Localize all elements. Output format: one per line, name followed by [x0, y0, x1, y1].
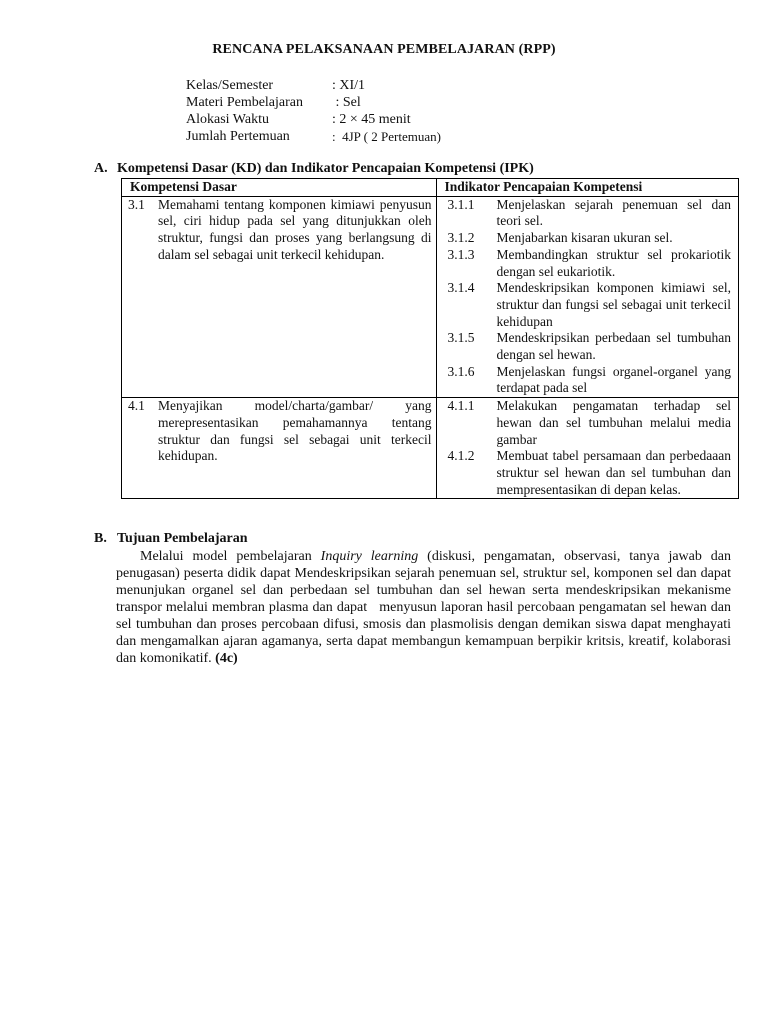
ipk-text: Melakukan pengamatan terhadap sel hewan dan sel tumbuhan melalui media gambar: [496, 398, 731, 447]
section-b-letter: B.: [94, 531, 107, 546]
meta-value-alokasi: : 2 × 45 menit: [332, 112, 411, 127]
section-a-letter: A.: [94, 161, 108, 176]
meta-label-kelas: Kelas/Semester: [186, 78, 274, 93]
learning-objective-paragraph: [116, 548, 735, 667]
meta-label-pertemuan: Jumlah Pertemuan: [186, 129, 290, 144]
section-b-heading: [94, 531, 248, 547]
ipk-text: Membandingkan struktur sel prokariotik dengan sel eukariotik.: [496, 246, 731, 279]
ipk-number: 4.1.2: [447, 448, 475, 464]
ipk-text: Mendeskripsikan komponen kimiawi sel, struktur dan fungsi sel sebagai unit terkecil kehidupan: [496, 280, 731, 329]
table-row: [122, 196, 739, 397]
objective-tag: (4c): [215, 651, 238, 666]
kd-item: [122, 398, 436, 465]
ipk-item: [437, 448, 738, 498]
ipk-number: 4.1.1: [447, 398, 475, 414]
kd-text: Memahami tentang komponen kimiawi penyusun sel, ciri hidup pada sel yang ditunjukkan oleh struktur, fungsi dan proses yang berlangsung di dalam sel sebagai unit terkecil kehidupan.: [158, 196, 432, 262]
ipk-number: 3.1.2: [447, 230, 475, 246]
kd-number: 4.1: [128, 398, 145, 414]
ipk-text: Mendeskripsikan perbedaan sel tumbuhan dengan sel hewan.: [496, 330, 731, 363]
meta-value-materi: : Sel: [332, 95, 361, 110]
objective-text-body: (diskusi, pengamatan, observasi, tanya jawab dan penugasan) peserta didik dapat Mendeskripsikan sejarah penemuan sel, struktur sel, komponen sel dan dapat menunjukan organel sel dan perbedaan sel tumbuhan dan sel hewan serta mendeskripsikan mekanisme transpor melalui membran plasma dan dapat menyusun laporan hasil percobaan pengamatan sel hewan dan sel tumbuhan dan proses percobaan difusi, smosis dan plasmolisis dengan demikan siswa dapat menghayati dan mengamalkan ajaran agamanya, serta dapat membangun kemampuan berpikir kritsis, kreatif, kolaborasi dan komonikatif.: [116, 549, 735, 666]
ipk-number: 3.1.6: [447, 363, 475, 379]
ipk-item: [437, 197, 738, 230]
ipk-number: 3.1.3: [447, 246, 475, 262]
ipk-item: [437, 280, 738, 330]
ipk-item: [437, 398, 738, 448]
kd-number: 3.1: [128, 196, 145, 212]
kd-cell: [122, 196, 437, 397]
ipk-item: [437, 247, 738, 280]
section-b-title: Tujuan Pembelajaran: [117, 531, 248, 546]
meta-label-materi: Materi Pembelajaran: [186, 95, 304, 110]
ipk-number: 3.1.5: [447, 330, 475, 346]
ipk-text: Menjelaskan fungsi organel-organel yang terdapat pada sel: [496, 363, 731, 396]
ipk-item: [437, 364, 738, 397]
document-title: RENCANA PELAKSANAAN PEMBELAJARAN (RPP): [212, 42, 556, 57]
ipk-number: 3.1.1: [447, 196, 475, 212]
column-header-ipk: Indikator Pencapaian Kompetensi: [437, 179, 739, 197]
section-a-heading: [94, 161, 534, 177]
meta-row-alokasi: [186, 111, 441, 128]
rpp-identity-block: [186, 77, 441, 145]
column-header-kd: Kompetensi Dasar: [122, 179, 437, 197]
table-header-row: [122, 179, 739, 197]
section-a-title: Kompetensi Dasar (KD) dan Indikator Pencapaian Kompetensi (IPK): [117, 161, 534, 176]
ipk-cell: [437, 398, 739, 499]
kd-ipk-table: [121, 178, 739, 499]
kd-cell: [122, 398, 437, 499]
ipk-text: Menjabarkan kisaran ukuran sel.: [496, 230, 673, 246]
ipk-item: [437, 230, 738, 247]
ipk-text: Membuat tabel persamaan dan perbedaaan struktur sel hewan dan sel tumbuhan dan mempresentasikan di depan kelas.: [496, 448, 731, 497]
kd-text: Menyajikan model/charta/gambar/ yang merepresentasikan pemahamannya tentang struktur dan fungsi sel sebagai unit terkecil kehidupan.: [158, 398, 432, 464]
ipk-text: Menjelaskan sejarah penemuan sel dan teori sel.: [496, 196, 731, 229]
meta-value-pertemuan: : 4JP ( 2 Pertemuan): [332, 129, 441, 144]
objective-text-start: Melalui model pembelajaran: [140, 549, 321, 564]
meta-row-materi: [186, 94, 441, 111]
objective-model-name: Inquiry learning: [320, 549, 419, 564]
table-row: [122, 398, 739, 499]
ipk-item: [437, 330, 738, 363]
meta-value-kelas: : XI/1: [332, 78, 366, 93]
ipk-number: 3.1.4: [447, 280, 475, 296]
ipk-cell: [437, 196, 739, 397]
meta-row-pertemuan: [186, 128, 441, 145]
kd-item: [122, 197, 436, 264]
meta-label-alokasi: Alokasi Waktu: [186, 112, 269, 127]
meta-row-kelas: [186, 77, 441, 94]
